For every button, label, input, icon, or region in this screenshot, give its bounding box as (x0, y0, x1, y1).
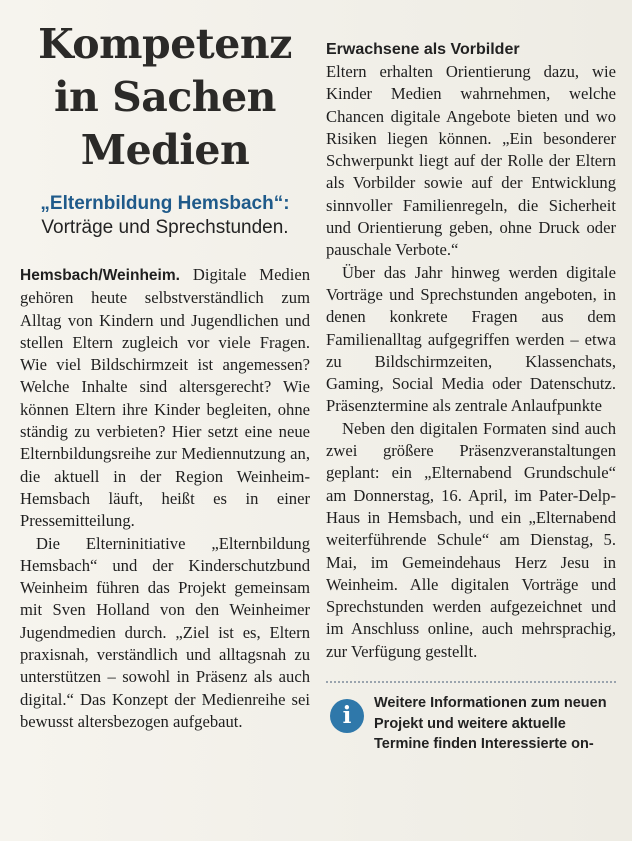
info-icon: i (330, 699, 364, 733)
paragraph-3: Eltern erhalten Orientierung dazu, wie Kinder Medien wahrnehmen, welche Chancen digitale Angebote bieten und wo Risiken liegen können. „Ein besonderer Schwerpunkt liegt auf der Rolle der Eltern als Vorbilder sowie auf der Entwicklung sinnvoller Familienregeln, die Sicherheit und Orientierung geben, ohne Druck oder pauschale Verbote.“ (326, 62, 616, 260)
subtitle: Vorträge und Sprechstunden. (41, 217, 289, 238)
body-right (326, 61, 616, 663)
left-column (20, 12, 310, 733)
right-column (326, 40, 616, 763)
paragraph-1-text: Digitale Medien gehören heute selbstverständlich zum Alltag von Kindern und Jugendlichen und stellen Eltern zugleich vor viele Fragen. Wie viel Bildschirmzeit ist angemessen? Welche Inhalte sind altersgerecht? Wie können Eltern ihre Kinder begleiten, ohne ständig zu verbieten? Hier setzt eine neue Elternbildungsreihe zur Mediennutzung an, die aktuell in der Region Weinheim-Hemsbach läuft, heißt es in einer Pressemitteilung. (20, 265, 310, 531)
body-left (20, 264, 310, 733)
headline-line-1: Kompetenz (38, 20, 292, 68)
dateline: Hemsbach/Weinheim. (20, 267, 180, 284)
kicker: „Elternbildung Hemsbach“: (40, 193, 290, 214)
paragraph-4: Über das Jahr hinweg werden digitale Vorträge und Sprechstunden angeboten, in denen konkrete Fragen aus dem Familienalltag aufgegriffen werden – etwa zu Bildschirmzeiten, Klassenchats, Gaming, Social Media oder Datenschutz. Präsenztermine als zentrale Anlaufpunkte (326, 262, 616, 416)
section-heading: Erwachsene als Vorbilder (326, 41, 520, 58)
paragraph-5: Neben den digitalen Formaten sind auch zwei größere Präsenzveranstaltungen geplant: ein „Elternabend Grundschule“ am Donnerstag, 16. April, im Pater-Delp-Haus in Hemsbach, und ein „Elternabend weiterführende Schule“ am Dienstag, 5. Mai, im Gemeindehaus Herz Jesu in Weinheim. Alle digitalen Vorträge und Sprechstunden werden aufgezeichnet und im Anschluss online, auch mehrsprachig, zur Verfügung gestellt. (326, 418, 616, 661)
headline-line-2: in Sachen (53, 73, 276, 121)
paragraph-1 (20, 264, 310, 533)
headline (20, 18, 310, 177)
info-box (326, 681, 616, 763)
paragraph-2: Die Elterninitiative „Elternbildung Hemsbach“ und der Kinderschutzbund Weinheim führen das Projekt gemeinsam mit Sven Holland von den Weinheimer Jugendmedien durch. „Ziel ist es, Eltern praxisnah, verständlich und alltagsnah zu unterstützen – sowohl in Präsenz als auch digital.“ Das Konzept der Medienreihe sei bewusst altersbezogen aufgebaut. (20, 533, 310, 731)
headline-line-3: Medien (80, 126, 250, 174)
info-text: Weitere Informationen zum neuen Projekt und weitere aktuelle Termine finden Interessierte on- (374, 695, 607, 753)
